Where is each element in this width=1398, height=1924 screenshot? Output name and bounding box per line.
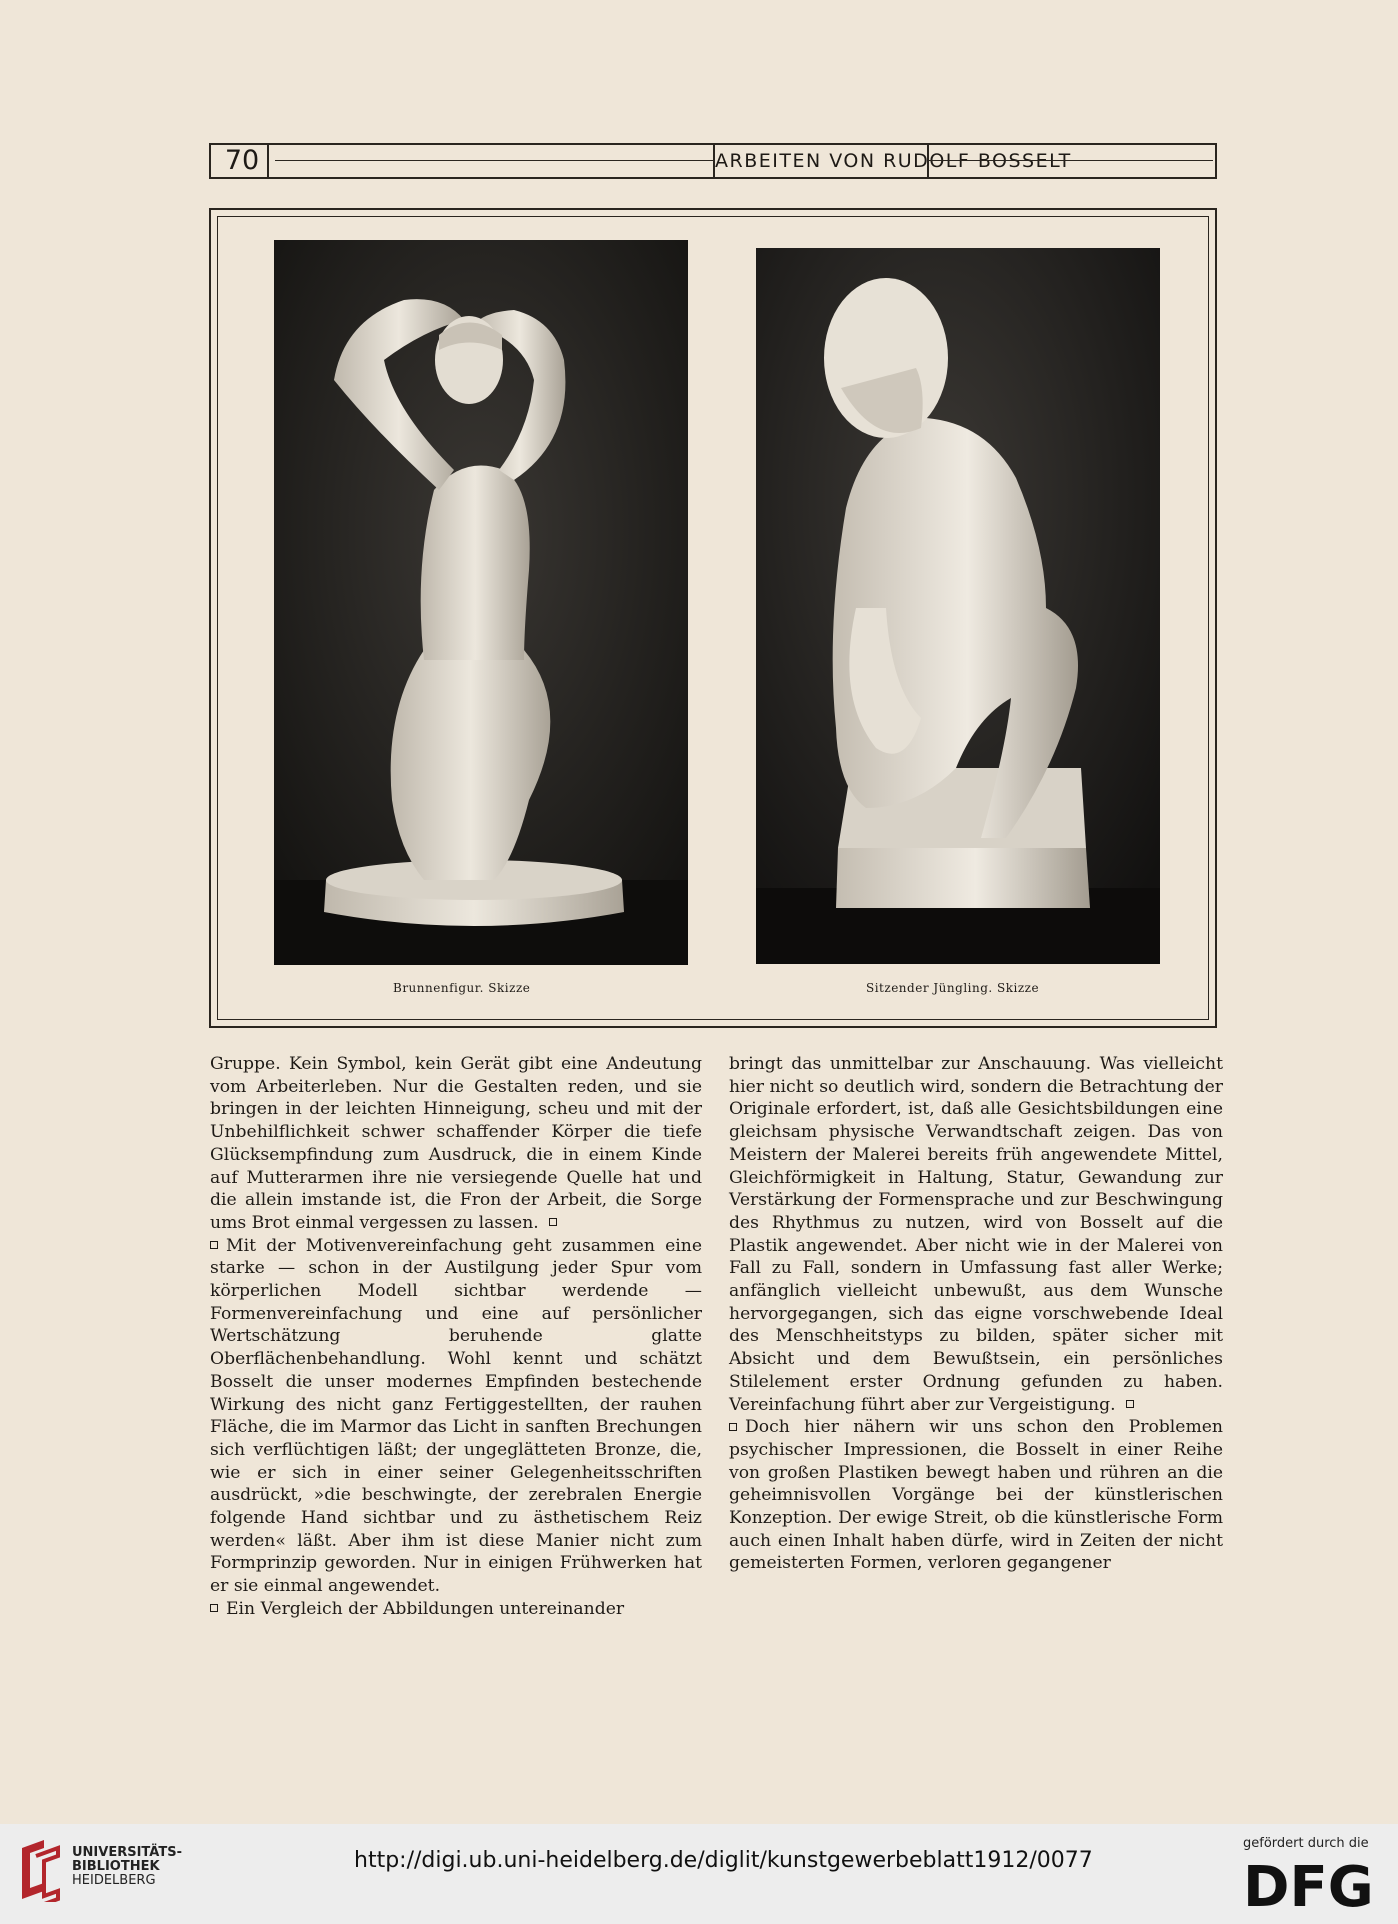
paragraph-end-mark-icon [549, 1218, 557, 1226]
page-number: 70 [217, 145, 269, 177]
text-column-right [729, 1053, 1223, 1575]
paragraph [210, 1598, 702, 1621]
paragraph-start-mark-icon [210, 1604, 218, 1612]
photo-sitzender-juengling [756, 248, 1160, 964]
paragraph [729, 1416, 1223, 1575]
paragraph-text: Gruppe. Kein Symbol, kein Gerät gibt eine Andeutung vom Arbeiterleben. Nur die Gestalten reden, und sie bringen in der leichten Hinneigung, scheu und mit der Unbehilflichkeit schwer schaffender Körper die tiefe Glücksempfindung zum Ausdruck, die in einem Kinde auf Mutterarmen ihre nie versiegende Quelle hat und die allein imstande ist, die Fron der Arbeit, die Sorge ums Brot einmal vergessen zu lassen. [210, 1054, 702, 1233]
library-name-line: BIBLIOTHEK [72, 1859, 160, 1874]
sculpture-seated-youth-image [756, 248, 1160, 964]
paragraph [210, 1053, 702, 1235]
photo-brunnenfigur [274, 240, 688, 965]
digitization-footer [0, 1824, 1398, 1924]
paragraph [210, 1235, 702, 1598]
funded-by-label: gefördert durch die [1243, 1836, 1369, 1851]
library-logo-icon [14, 1838, 66, 1902]
text-column-left [210, 1053, 702, 1621]
sculpture-fountain-figure-image [274, 240, 688, 965]
library-name-line: HEIDELBERG [72, 1873, 156, 1888]
caption-brunnenfigur: Brunnenfigur. Skizze [393, 981, 531, 995]
paragraph [729, 1053, 1223, 1416]
dfg-logo-text: DFG [1243, 1856, 1374, 1912]
permalink[interactable]: http://digi.ub.uni-heidelberg.de/diglit/kunstgewerbeblatt1912/0077 [354, 1848, 1093, 1873]
library-name [72, 1846, 182, 1888]
paragraph-end-mark-icon [1126, 1400, 1134, 1408]
paragraph-start-mark-icon [210, 1241, 218, 1249]
paragraph-text: bringt das unmittelbar zur Anschauung. Was vielleicht hier nicht so deutlich wird, sondern die Betrachtung der Originale erfordert, ist, daß alle Gesichtsbildungen eine gleichsam physische Verwandtschaft zeigen. Das von Meistern der Malerei bereits früh angewendete Mittel, Gleichförmigkeit in Haltung, Statur, Gewandung zur Verstärkung der Formensprache und zur Beschwingung des Rhythmus zu nutzen, wird von Bosselt auf die Plastik angewendet. Aber nicht wie in der Malerei von Fall zu Fall, sondern in Umfassung fast aller Werke; anfänglich vielleicht unbewußt, aus dem Wunsche hervorgegangen, sich das eigne vorschwebende Ideal des Menschheitstyps zu bilden, später sicher mit Absicht und dem Bewußtsein, ein persönliches Stilelement erster Ordnung gefunden zu haben. Vereinfachung führt aber zur Vergeistigung. [729, 1054, 1223, 1415]
head-rule-left [275, 145, 715, 177]
head-rule-right [927, 145, 1213, 177]
caption-sitzender-juengling: Sitzender Jüngling. Skizze [866, 981, 1040, 995]
running-head [209, 143, 1217, 179]
paragraph-text: Doch hier nähern wir uns schon den Problemen psychischer Impressionen, die Bosselt in einer Reihe von großen Plastiken bewegt haben und rühren an die geheimnisvollen Vorgänge bei der künstlerischen Konzeption. Der ewige Streit, ob die künstlerische Form auch einen Inhalt haben dürfe, wird in Zeiten der nicht gemeisterten Formen, verloren gegangener [729, 1417, 1223, 1574]
library-name-line: UNIVERSITÄTS- [72, 1845, 182, 1860]
running-title: ARBEITEN VON RUDOLF BOSSELT [715, 150, 1072, 172]
paragraph-text: Mit der Motivenvereinfachung geht zusammen eine starke — schon in der Austilgung jeder Spur vom körperlichen Modell sichtbar werdende — Formenvereinfachung und eine auf persönlicher Wertschätzung beruhende glatte Oberflächenbehandlung. Wohl kennt und schätzt Bosselt die unser modernes Empfinden bestechende Wirkung des nicht ganz Fertiggestellten, der rauhen Fläche, die im Marmor das Licht in sanften Brechungen sich verflüchtigen läßt; der ungeglätteten Bronze, die, wie er sich in einer seiner Gelegenheitsschriften ausdrückt, »die beschwingte, der zerebralen Energie folgende Hand sichtbar und zu ästhetischem Reiz werden« läßt. Aber ihm ist diese Manier nicht zum Formprinzip geworden. Nur in einigen Frühwerken hat er sie einmal angewendet. [210, 1235, 702, 1597]
paragraph-text: Ein Vergleich der Abbildungen untereinander [226, 1598, 625, 1619]
dfg-logo-icon [1243, 1856, 1378, 1912]
paragraph-start-mark-icon [729, 1423, 737, 1431]
